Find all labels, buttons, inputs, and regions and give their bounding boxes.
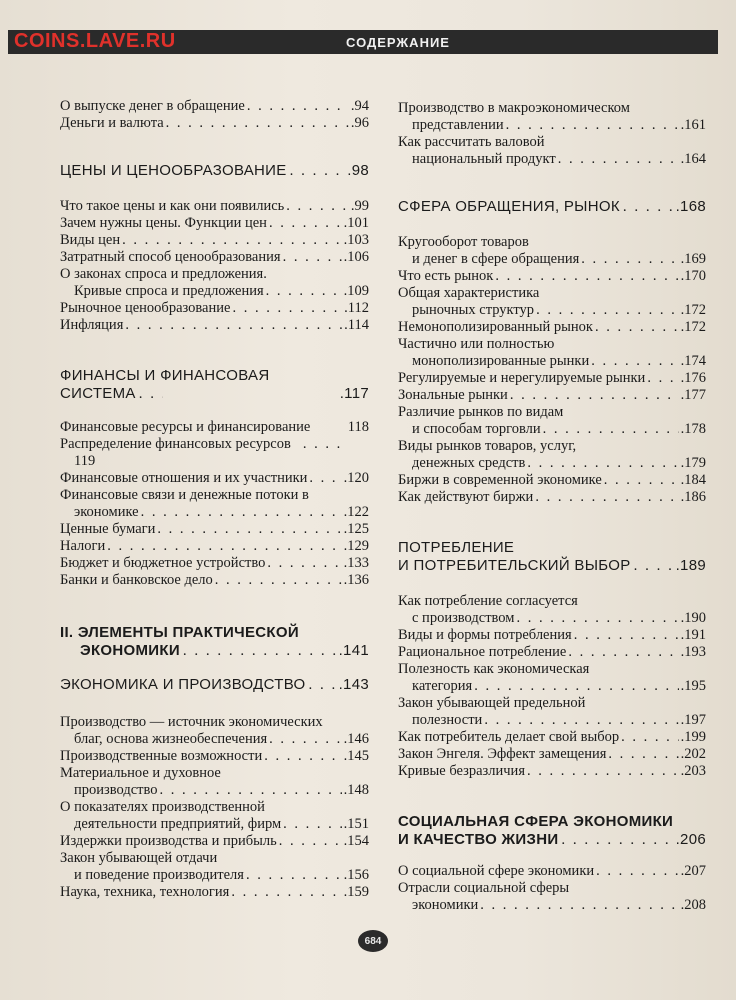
toc-entry-line2[interactable]: рыночных структур . . . .172 (398, 302, 706, 319)
toc-entry[interactable]: Инфляция . . . .114 (60, 317, 369, 334)
toc-part-heading-line1[interactable]: II. ЭЛЕМЕНТЫ ПРАКТИЧЕСКОЙ (60, 624, 299, 641)
toc-entry-line1[interactable]: Как потребление согласуется (398, 593, 578, 609)
toc-entry[interactable]: Рыночное ценообразование . . . .112 (60, 300, 369, 317)
toc-entry-line2[interactable]: категория . . . .195 (398, 678, 706, 695)
toc-entry-line1[interactable]: Полезность как экономическая (398, 661, 590, 677)
toc-section-heading-line2[interactable]: И ПОТРЕБИТЕЛЬСКИЙ ВЫБОР . . . .189 (398, 557, 706, 575)
toc-entry-line1[interactable]: Отрасли социальной сферы (398, 880, 570, 896)
toc-section-heading-line1[interactable]: ПОТРЕБЛЕНИЕ (398, 539, 515, 556)
toc-entry[interactable]: Немонополизированный рынок . . . .172 (398, 319, 706, 336)
toc-entry-line2[interactable]: представлении . . . .161 (398, 117, 706, 134)
toc-left-column (60, 98, 369, 901)
toc-entry-line1[interactable]: Кругооборот товаров (398, 234, 529, 250)
toc-entry[interactable]: Кривые безразличия . . . .203 (398, 763, 706, 780)
toc-section-heading[interactable]: СФЕРА ОБРАЩЕНИЯ, РЫНОК . . . .168 (398, 198, 706, 216)
toc-entry-line1[interactable]: Общая характеристика (398, 285, 540, 301)
toc-entry-line2[interactable]: денежных средств . . . .179 (398, 455, 706, 472)
toc-section-heading[interactable]: ЭКОНОМИКА И ПРОИЗВОДСТВО . . . .143 (60, 676, 369, 694)
toc-part-heading-line2[interactable]: ЭКОНОМИКИ . . . .141 (60, 642, 369, 660)
toc-entry-line2[interactable]: экономике . . . .122 (60, 504, 369, 521)
toc-entry-line1[interactable]: Частично или полностью (398, 336, 555, 352)
toc-entry-line1[interactable]: О показателях производственной (60, 799, 265, 815)
toc-entry[interactable]: Виды цен . . . .103 (60, 232, 369, 249)
toc-entry-line1[interactable]: Как рассчитать валовой (398, 134, 545, 150)
toc-entry-line2[interactable]: национальный продукт . . . .164 (398, 151, 706, 168)
toc-entry[interactable]: Распределение финансовых ресурсов . . . (60, 436, 369, 453)
toc-entry[interactable]: О социальной сфере экономики . . . .207 (398, 863, 706, 880)
toc-entry-line1[interactable]: Материальное и духовное (60, 765, 221, 781)
toc-entry-line1[interactable]: Виды рынков товаров, услуг, (398, 438, 577, 454)
toc-entry-line2[interactable]: деятельности предприятий, фирм . . . .151 (60, 816, 369, 833)
toc-entry[interactable]: Как действуют биржи . . . .186 (398, 489, 706, 506)
toc-entry-line1[interactable]: Закон убывающей предельной (398, 695, 586, 711)
toc-section-heading-line1[interactable]: СОЦИАЛЬНАЯ СФЕРА ЭКОНОМИКИ (398, 813, 674, 830)
watermark: COINS.LAVE.RU (14, 30, 176, 52)
toc-entry[interactable]: Наука, техника, технология . . . .159 (60, 884, 369, 901)
header-title: СОДЕРЖАНИЕ (346, 34, 450, 50)
toc-entry-line1[interactable]: О законах спроса и предложения. (60, 266, 267, 282)
toc-section-heading-line2[interactable]: СИСТЕМА . . . .117 (60, 385, 369, 403)
toc-entry-line1[interactable]: Закон убывающей отдачи (60, 850, 218, 866)
toc-entry-line1[interactable]: Производство в макроэкономическом (398, 100, 630, 116)
toc-right-column (398, 100, 706, 914)
toc-entry-line2[interactable]: полезности . . . .197 (398, 712, 706, 729)
toc-entry-line2[interactable]: Кривые спроса и предложения . . . .109 (60, 283, 369, 300)
toc-entry[interactable]: Затратный способ ценообразования . . . .106 (60, 249, 369, 266)
toc-entry[interactable]: Виды и формы потребления . . . .191 (398, 627, 706, 644)
toc-entry[interactable]: Что такое цены и как они появились . . . .99 (60, 198, 369, 215)
toc-entry-line1[interactable]: Производство — источник экономических (60, 714, 323, 730)
toc-entry-line2[interactable]: производство . . . .148 (60, 782, 369, 799)
toc-entry[interactable]: Налоги . . . .129 (60, 538, 369, 555)
toc-entry[interactable]: Деньги и валюта . . . .96 (60, 115, 369, 132)
toc-entry[interactable]: Банки и банковское дело . . . .136 (60, 572, 369, 589)
toc-entry[interactable]: О выпуске денег в обращение . . . .94 (60, 98, 369, 115)
toc-entry-line2[interactable]: и денег в сфере обращения . . . .169 (398, 251, 706, 268)
toc-section-heading-line2[interactable]: И КАЧЕСТВО ЖИЗНИ . . . .206 (398, 831, 706, 849)
toc-entry[interactable]: Зачем нужны цены. Функции цен . . . .101 (60, 215, 369, 232)
toc-entry[interactable]: Финансовые отношения и их участники . . . .120 (60, 470, 369, 487)
toc-entry-page[interactable]: 119 (74, 453, 96, 469)
toc-entry[interactable]: Зональные рынки . . . .177 (398, 387, 706, 404)
toc-entry-line2[interactable]: монополизированные рынки . . . .174 (398, 353, 706, 370)
toc-entry[interactable]: Финансовые ресурсы и финансирование 118 (60, 419, 369, 435)
toc-entry-line2[interactable]: с производством . . . .190 (398, 610, 706, 627)
toc-entry-line1[interactable]: Финансовые связи и денежные потоки в (60, 487, 309, 503)
page-number-badge: 684 (358, 930, 388, 952)
toc-entry[interactable]: Бюджет и бюджетное устройство . . . .133 (60, 555, 369, 572)
toc-entry[interactable]: Биржи в современной экономике . . . .184 (398, 472, 706, 489)
toc-entry[interactable]: Рациональное потребление . . . .193 (398, 644, 706, 661)
toc-entry[interactable]: Издержки производства и прибыль . . . .154 (60, 833, 369, 850)
toc-section-heading-line1[interactable]: ФИНАНСЫ И ФИНАНСОВАЯ (60, 367, 270, 384)
toc-entry-line1[interactable]: Различие рынков по видам (398, 404, 564, 420)
toc-entry[interactable]: Производственные возможности . . . .145 (60, 748, 369, 765)
toc-entry-line2[interactable]: экономики . . . .208 (398, 897, 706, 914)
toc-section-heading[interactable]: ЦЕНЫ И ЦЕНООБРАЗОВАНИЕ . . . .98 (60, 162, 369, 180)
toc-entry-line2[interactable]: благ, основа жизнеобеспечения . . . .146 (60, 731, 369, 748)
toc-entry[interactable]: Как потребитель делает свой выбор . . . .199 (398, 729, 706, 746)
toc-entry[interactable]: Регулируемые и нерегулируемые рынки . . . .176 (398, 370, 706, 387)
toc-entry[interactable]: Ценные бумаги . . . .125 (60, 521, 369, 538)
toc-entry[interactable]: Что есть рынок . . . .170 (398, 268, 706, 285)
toc-entry-line2[interactable]: и способам торговли . . . .178 (398, 421, 706, 438)
toc-entry-line2[interactable]: и поведение производителя . . . .156 (60, 867, 369, 884)
toc-entry[interactable]: Закон Энгеля. Эффект замещения . . . .202 (398, 746, 706, 763)
